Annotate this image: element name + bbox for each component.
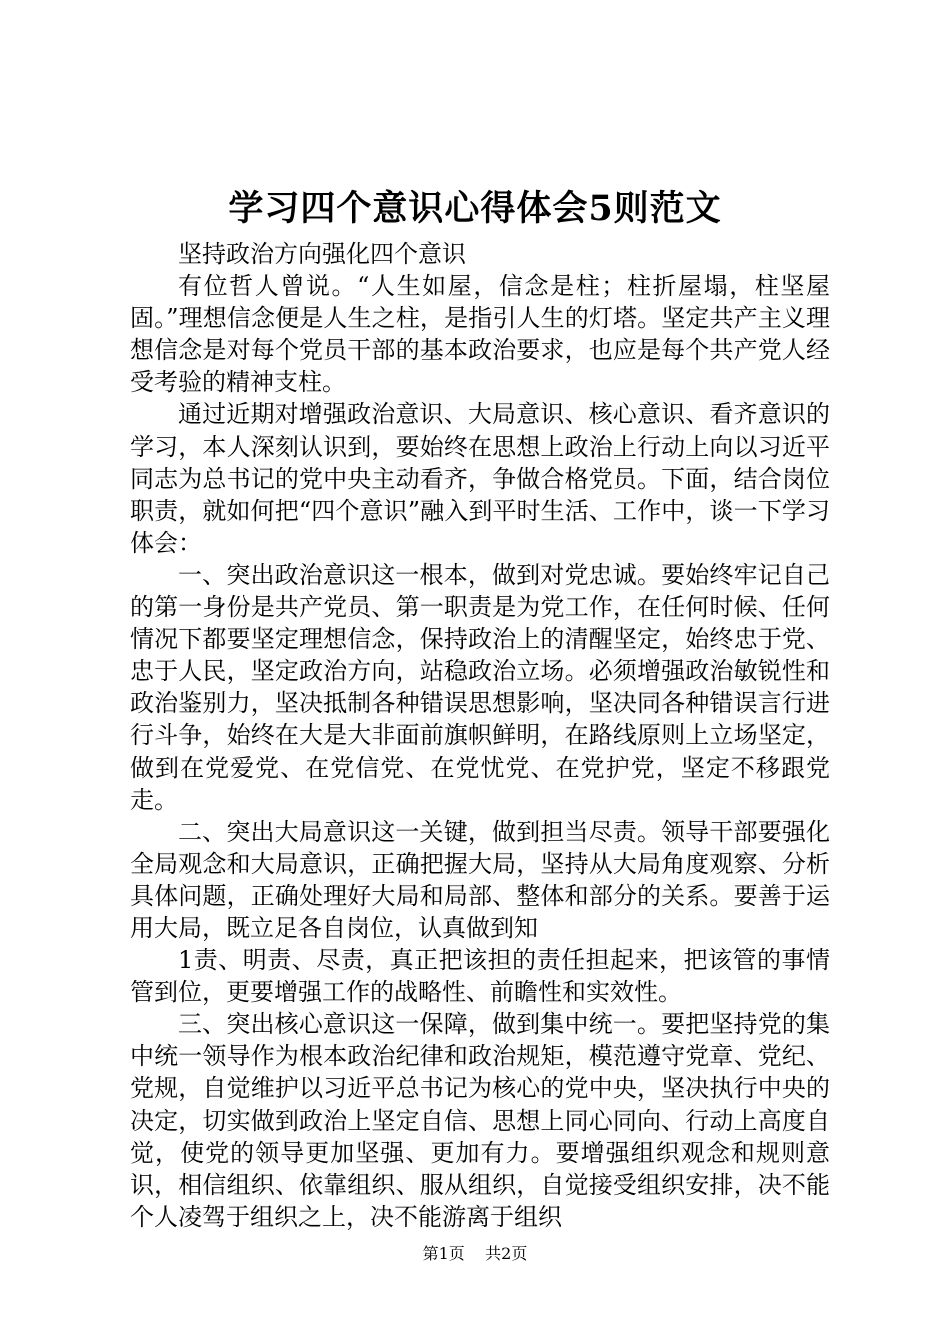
footer-separator	[470, 1244, 480, 1263]
paragraph: 1责、明责、尽责，真正把该担的责任担起来，把该管的事情管到位，更要增强工作的战略性、前瞻性和实效性。	[130, 946, 830, 1007]
page-number-current: 第1页	[422, 1244, 465, 1263]
paragraph: 三、突出核心意识这一保障，做到集中统一。要把坚持党的集中统一领导作为根本政治纪律和政治规矩，模范遵守党章、党纪、党规，自觉维护以习近平总书记为核心的党中央，坚决执行中央的决定，切实做到政治上坚定自信、思想上同心同向、行动上高度自觉，使党的领导更加坚强、更加有力。要增强组织观念和规则意识，相信组织、依靠组织、服从组织，自觉接受组织安排，决不能个人凌驾于组织之上，决不能游离于组织	[130, 1010, 830, 1231]
document-body	[130, 238, 830, 1233]
paragraph-subtitle: 坚持政治方向强化四个意识	[178, 240, 466, 268]
paragraph: 一、突出政治意识这一根本，做到对党忠诚。要始终牢记自己的第一身份是共产党员、第一职责是为党工作，在任何时候、任何情况下都要坚定理想信念，保持政治上的清醒坚定，始终忠于党、忠于人民，坚定政治方向，站稳政治立场。必须增强政治敏锐性和政治鉴别力，坚决抵制各种错误思想影响，坚决同各种错误言行进行斗争，始终在大是大非面前旗帜鲜明，在路线原则上立场坚定，做到在党爱党、在党信党、在党忧党、在党护党，坚定不移跟党走。	[130, 560, 830, 814]
paragraph: 二、突出大局意识这一关键，做到担当尽责。领导干部要强化全局观念和大局意识，正确把握大局，坚持从大局角度观察、分析具体问题，正确处理好大局和局部、整体和部分的关系。要善于运用大局，既立足各自岗位，认真做到知	[130, 817, 830, 942]
paragraph: 通过近期对增强政治意识、大局意识、核心意识、看齐意识的学习，本人深刻认识到，要始终在思想上政治上行动上向以习近平同志为总书记的党中央主动看齐，争做合格党员。下面，结合岗位职责，就如何把“四个意识”融入到平时生活、工作中，谈一下学习体会：	[130, 400, 830, 557]
document-title: 学习四个意识心得体会5则范文	[228, 188, 722, 229]
page-number-total: 共2页	[485, 1244, 528, 1263]
page-footer	[0, 1243, 950, 1265]
paragraph: 有位哲人曾说。“人生如屋，信念是柱；柱折屋塌，柱坚屋固。”理想信念便是人生之柱，是指引人生的灯塔。坚定共产主义理想信念是对每个党员干部的基本政治要求，也应是每个共产党人经受考验的精神支柱。	[130, 272, 830, 397]
